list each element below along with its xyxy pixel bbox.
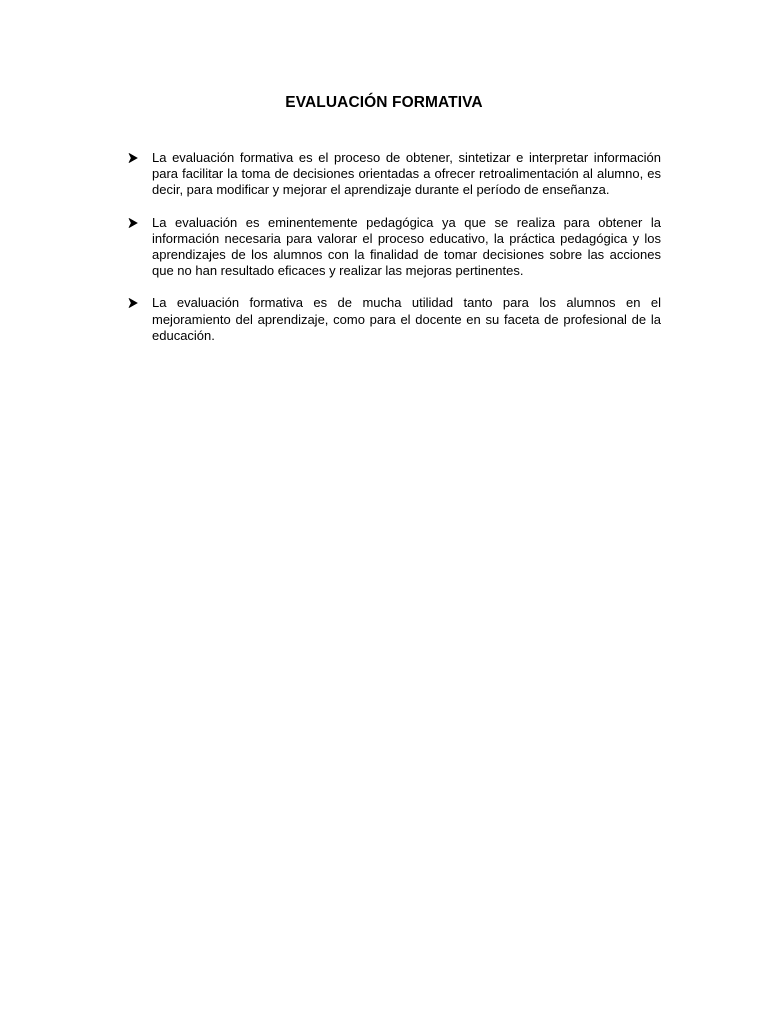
bullet-text: La evaluación formativa es el proceso de obtener, sintetizar e interpretar información para facilitar la toma de decisiones orientadas a ofrecer retroalimentación al alumno, es decir, para modificar y mejorar el aprendizaje durante el período de enseñanza. — [152, 150, 661, 198]
bullet-text: La evaluación es eminentemente pedagógica ya que se realiza para obtener la información necesaria para valorar el proceso educativo, la práctica pedagógica y los aprendizajes de los alumnos con la finalidad de tomar decisiones sobre las acciones que no han resultado eficaces y realizar las mejoras pertinentes. — [152, 214, 661, 279]
bullet-list — [128, 150, 661, 360]
list-item — [128, 150, 661, 199]
bullet-text: La evaluación formativa es de mucha utilidad tanto para los alumnos en el mejoramiento del aprendizaje, como para el docente en su faceta de profesional de la educación. — [152, 295, 661, 343]
document-title: EVALUACIÓN FORMATIVA — [285, 94, 483, 111]
list-item — [128, 295, 661, 344]
list-item — [128, 215, 661, 280]
arrowhead-bullet-icon — [128, 295, 142, 311]
arrowhead-bullet-icon — [128, 215, 142, 231]
arrowhead-bullet-icon — [128, 150, 142, 166]
